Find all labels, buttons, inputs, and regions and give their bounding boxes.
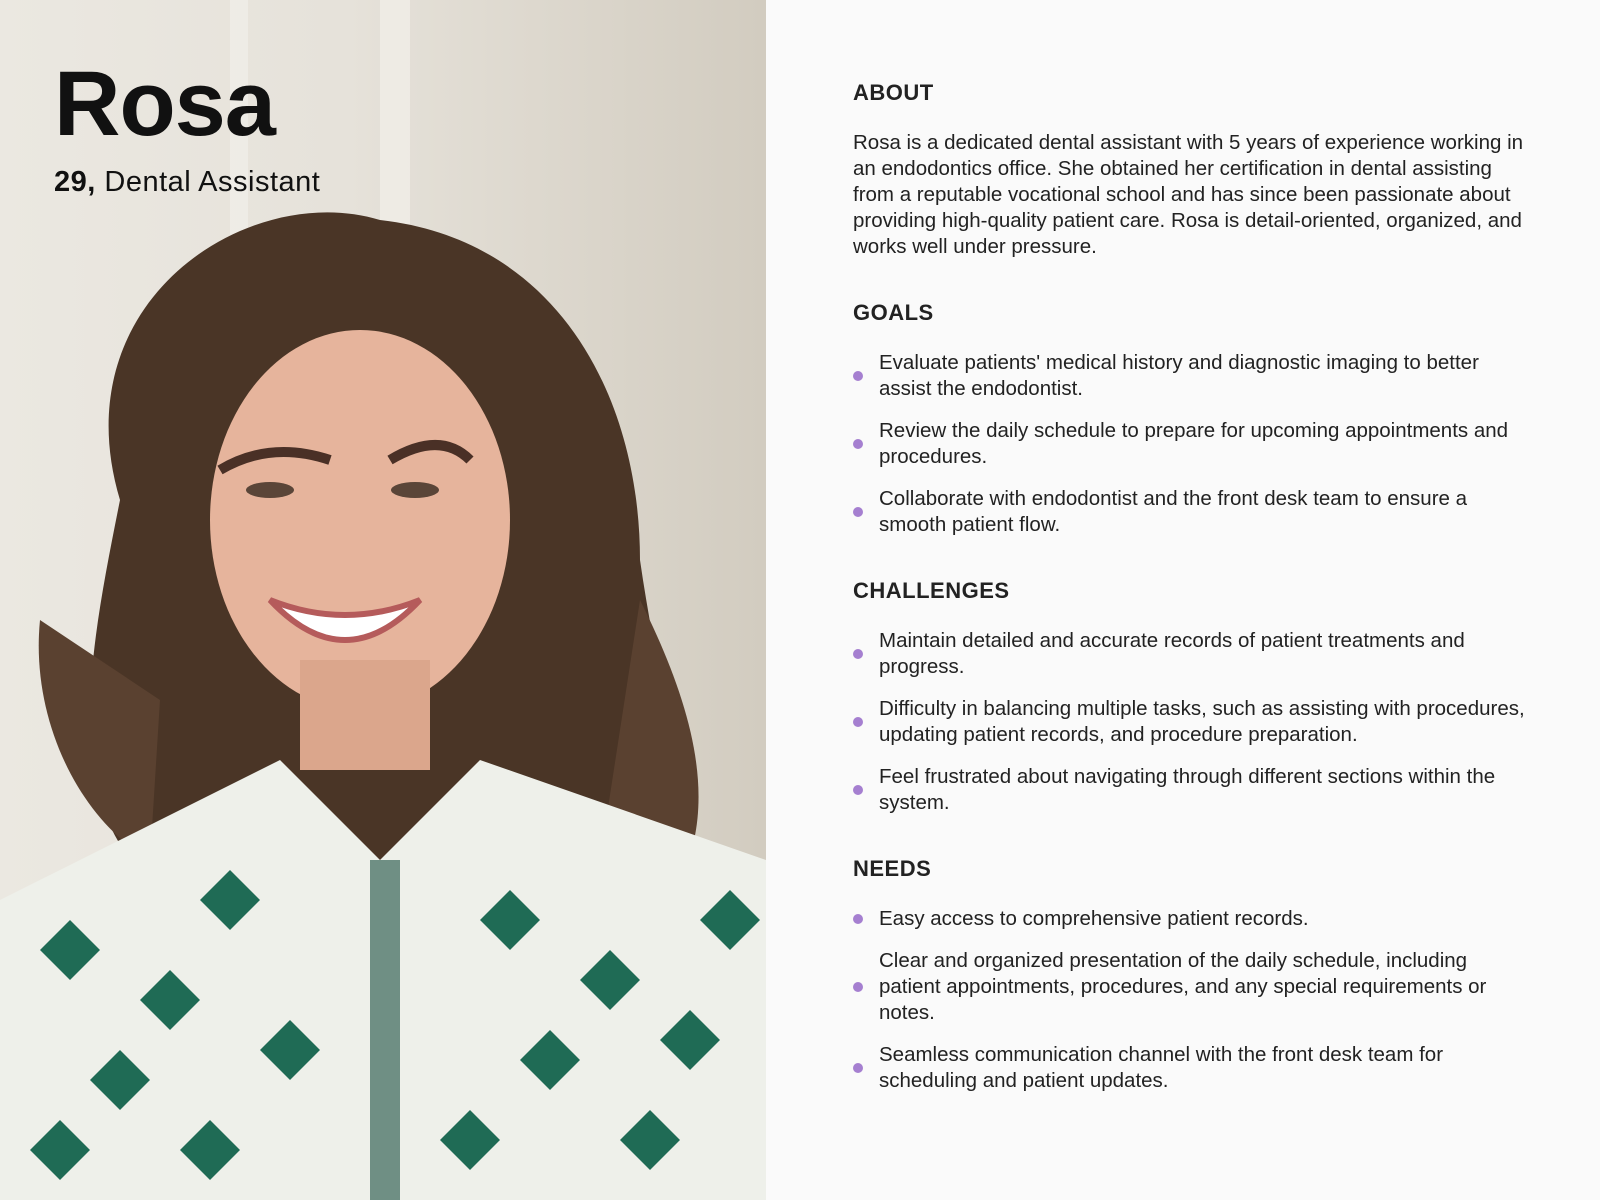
- list-item: [853, 764, 1533, 816]
- list-item-text: Review the daily schedule to prepare for upcoming appointments and procedures.: [879, 419, 1509, 468]
- goals-list: [853, 350, 1533, 538]
- list-item: [853, 1042, 1533, 1094]
- list-item-text: Maintain detailed and accurate records of patient treatments and progress.: [879, 629, 1465, 678]
- list-item: [853, 486, 1533, 538]
- list-item-text: Easy access to comprehensive patient records.: [879, 907, 1309, 930]
- goals-heading: GOALS: [853, 300, 934, 325]
- list-item-text: Collaborate with endodontist and the front desk team to ensure a smooth patient flow.: [879, 487, 1468, 536]
- list-item: [853, 350, 1533, 402]
- list-item-text: Feel frustrated about navigating through different sections within the system.: [879, 765, 1496, 814]
- persona-role: Dental Assistant: [104, 166, 321, 198]
- list-item: [853, 418, 1533, 470]
- persona-age: 29,: [54, 166, 96, 198]
- persona-name: Rosa: [54, 53, 275, 155]
- bullet-icon: [853, 439, 863, 449]
- bullet-icon: [853, 914, 863, 924]
- bullet-icon: [853, 649, 863, 659]
- about-text: Rosa is a dedicated dental assistant with 5 years of experience working in an endodontics office. She obtained her certification in dental assisting from a reputable vocational school and has since been passionate about providing high-quality patient care. Rosa is detail-oriented, organized, and works well under pressure.: [853, 131, 1524, 258]
- needs-heading: NEEDS: [853, 856, 932, 881]
- persona-details: [853, 80, 1533, 1134]
- challenges-list: [853, 628, 1533, 816]
- persona-subtitle: [54, 166, 320, 199]
- about-heading: ABOUT: [853, 80, 934, 105]
- bullet-icon: [853, 982, 863, 992]
- list-item-text: Difficulty in balancing multiple tasks, such as assisting with procedures, updating patient records, and procedure preparation.: [879, 697, 1525, 746]
- list-item-text: Clear and organized presentation of the daily schedule, including patient appointments, procedures, and any special requirements or notes.: [879, 949, 1487, 1024]
- bullet-icon: [853, 1063, 863, 1073]
- list-item: [853, 696, 1533, 748]
- bullet-icon: [853, 507, 863, 517]
- list-item-text: Seamless communication channel with the front desk team for scheduling and patient updates.: [879, 1043, 1444, 1092]
- bullet-icon: [853, 371, 863, 381]
- challenges-heading: CHALLENGES: [853, 578, 1010, 603]
- list-item-text: Evaluate patients' medical history and diagnostic imaging to better assist the endodontist.: [879, 351, 1479, 400]
- list-item: [853, 948, 1533, 1026]
- list-item: [853, 906, 1533, 932]
- bullet-icon: [853, 785, 863, 795]
- bullet-icon: [853, 717, 863, 727]
- needs-list: [853, 906, 1533, 1094]
- persona-photo: [0, 0, 766, 1200]
- list-item: [853, 628, 1533, 680]
